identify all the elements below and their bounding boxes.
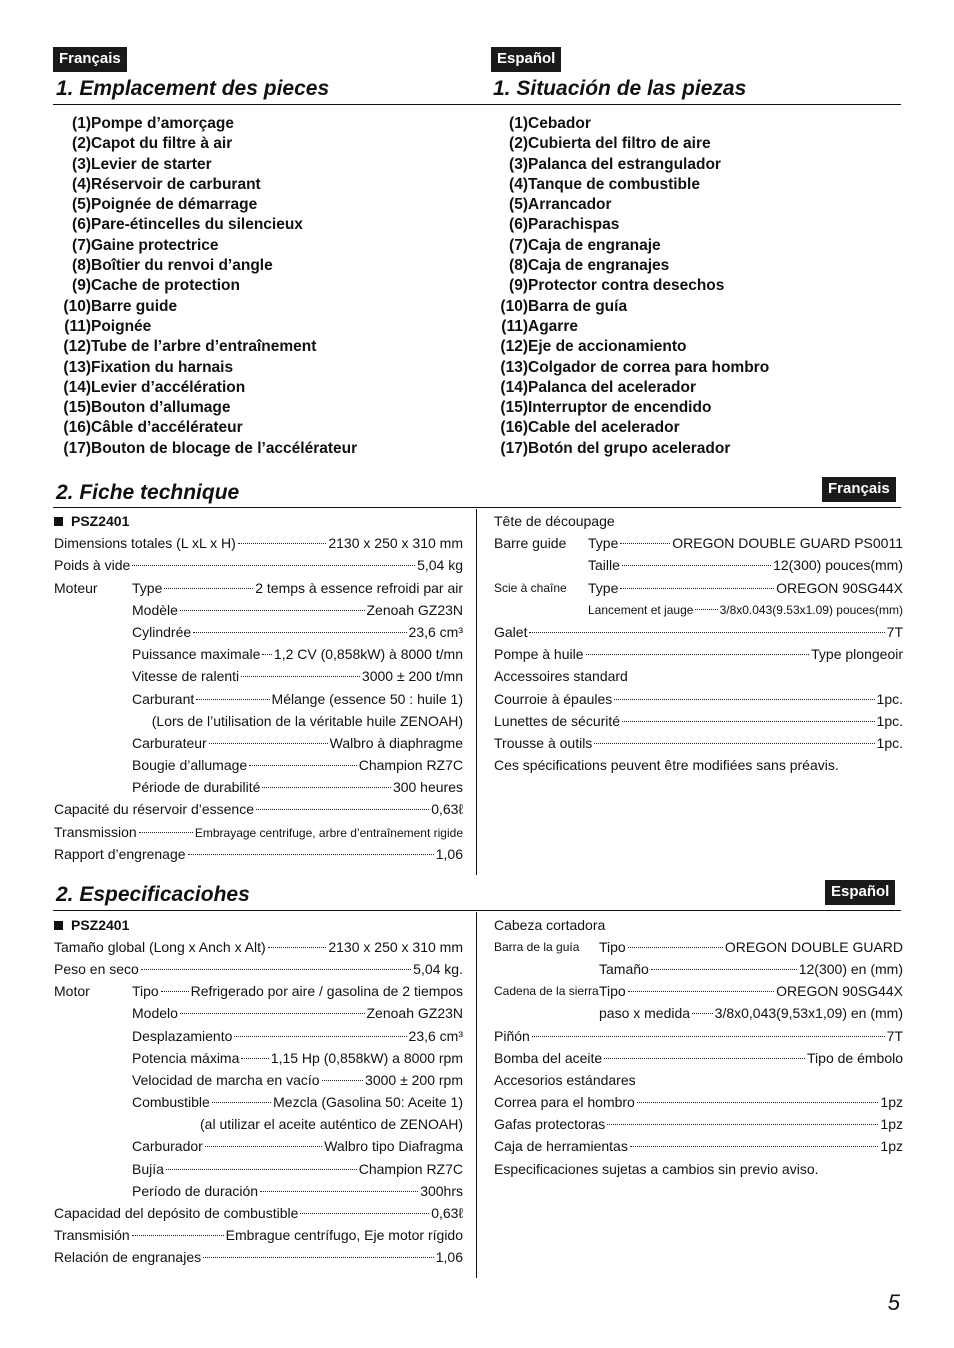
lang-tag-fr-2: Français bbox=[822, 477, 896, 502]
label: Bomba del aceite bbox=[494, 1050, 603, 1066]
part-item bbox=[55, 256, 475, 276]
part-number: (17) bbox=[63, 439, 91, 457]
value: 300 heures bbox=[392, 779, 463, 795]
part-name: Réservoir de carburant bbox=[91, 175, 261, 193]
part-item bbox=[55, 439, 475, 459]
value: OREGON 90SG44X bbox=[776, 580, 903, 596]
section1-title-es: 1. Situación de las piezas bbox=[493, 77, 747, 100]
part-name: Colgador de correa para hombro bbox=[528, 358, 770, 376]
part-number: (16) bbox=[63, 419, 91, 437]
part-number: (15) bbox=[500, 399, 528, 417]
label: Carburador bbox=[132, 1138, 203, 1154]
part-name: Cable del acelerador bbox=[528, 419, 680, 437]
label: Tête de découpage bbox=[494, 513, 615, 529]
part-item bbox=[55, 175, 475, 195]
lang-tag-es-2: Español bbox=[825, 880, 895, 905]
value: 300hrs bbox=[420, 1183, 463, 1199]
part-number: (14) bbox=[63, 378, 91, 396]
part-name: Palanca del acelerador bbox=[528, 378, 697, 396]
value: 7T bbox=[886, 624, 903, 640]
label: Cabeza cortadora bbox=[494, 917, 606, 933]
value: Champion RZ7C bbox=[358, 757, 463, 773]
part-item bbox=[492, 439, 912, 459]
label: Période de durabilité bbox=[132, 779, 261, 795]
label: Tipo bbox=[132, 983, 159, 999]
label: Correa para el hombro bbox=[494, 1094, 635, 1110]
value: 3000 ± 200 rpm bbox=[365, 1072, 463, 1088]
part-number: (13) bbox=[63, 358, 91, 376]
value: 3/8x0,043(9,53x1,09) en (mm) bbox=[714, 1005, 903, 1021]
part-name: Bouton d’allumage bbox=[91, 399, 231, 417]
part-item bbox=[55, 337, 475, 357]
part-item bbox=[492, 114, 912, 134]
part-item bbox=[492, 378, 912, 398]
label: Type bbox=[132, 580, 163, 596]
part-number: (1) bbox=[72, 115, 91, 132]
part-item bbox=[55, 418, 475, 438]
value: OREGON DOUBLE GUARD bbox=[724, 939, 903, 955]
part-number: (8) bbox=[72, 257, 91, 275]
part-name: Câble d’accélérateur bbox=[91, 419, 243, 437]
value: 3/8x0.043(9.53x1.09) pouces(mm) bbox=[719, 603, 903, 617]
label: Peso en seco bbox=[54, 961, 139, 977]
part-item bbox=[492, 418, 912, 438]
part-name: Agarre bbox=[528, 317, 578, 335]
label: Tipo bbox=[599, 939, 626, 955]
part-number: (5) bbox=[72, 196, 91, 214]
part-name: Tanque de combustible bbox=[528, 175, 700, 193]
part-number: (1) bbox=[509, 115, 528, 132]
part-number: (11) bbox=[64, 317, 91, 335]
spec-note: Ces spécifications peuvent être modifiées sans préavis. bbox=[494, 757, 839, 773]
model-fr: PSZ2401 bbox=[71, 513, 130, 529]
label: Velocidad de marcha en vacío bbox=[132, 1072, 320, 1088]
label: Tamaño bbox=[599, 961, 649, 977]
label: Motor bbox=[54, 983, 90, 999]
value: Tipo de émbolo bbox=[807, 1050, 903, 1066]
part-item bbox=[55, 114, 475, 134]
part-name: Caja de engranaje bbox=[528, 236, 661, 254]
part-item bbox=[492, 175, 912, 195]
part-number: (6) bbox=[509, 216, 528, 234]
value: 1pz bbox=[880, 1116, 903, 1132]
part-number: (7) bbox=[509, 236, 528, 254]
value: 5,04 kg. bbox=[413, 961, 463, 977]
part-name: Bouton de blocage de l’accélérateur bbox=[91, 439, 358, 457]
label: Capacité du réservoir d’essence bbox=[54, 801, 254, 817]
value: Walbro à diaphragme bbox=[329, 735, 463, 751]
label: Cadena de la sierra bbox=[494, 984, 599, 998]
label: Rapport d’engrenage bbox=[54, 846, 186, 862]
part-item bbox=[55, 134, 475, 154]
value: 2 temps à essence refroidi par air bbox=[255, 580, 463, 596]
label: Dimensions totales (L xL x H) bbox=[54, 535, 236, 551]
part-name: Capot du filtre à air bbox=[91, 135, 233, 153]
value: 0,63ℓ bbox=[431, 801, 463, 817]
part-item bbox=[55, 155, 475, 175]
section1-title-fr: 1. Emplacement des pieces bbox=[56, 77, 330, 100]
part-name: Barre guide bbox=[91, 297, 178, 315]
part-number: (5) bbox=[509, 196, 528, 214]
part-number: (9) bbox=[72, 277, 91, 295]
part-name: Levier de starter bbox=[91, 155, 212, 173]
value: 1,15 Hp (0,858kW) a 8000 rpm bbox=[270, 1050, 463, 1066]
value: 23,6 cm³ bbox=[408, 624, 463, 640]
value: 2130 x 250 x 310 mm bbox=[328, 939, 463, 955]
value: 1,2 CV (0,858kW) à 8000 t/mn bbox=[273, 646, 463, 662]
page-number: 5 bbox=[887, 1290, 900, 1315]
bullet-square-icon bbox=[54, 921, 63, 930]
label: Transmission bbox=[54, 824, 137, 840]
part-item bbox=[492, 337, 912, 357]
part-name: Cebador bbox=[528, 115, 591, 132]
part-name: Gaine protectrice bbox=[91, 236, 219, 254]
part-number: (12) bbox=[63, 338, 91, 356]
value: (Lors de l’utilisation de la véritable huile ZENOAH) bbox=[151, 713, 463, 729]
part-item bbox=[55, 317, 475, 337]
label: Lancement et jauge bbox=[588, 603, 694, 617]
label: Modelo bbox=[132, 1005, 178, 1021]
parts-list-es bbox=[492, 114, 912, 459]
value: (al utilizar el aceite auténtico de ZENOAH) bbox=[200, 1116, 463, 1132]
part-number: (6) bbox=[72, 216, 91, 234]
part-name: Arrancador bbox=[528, 196, 612, 214]
part-item bbox=[492, 358, 912, 378]
label: Carburant bbox=[132, 691, 195, 707]
label: Pompe à huile bbox=[494, 646, 584, 662]
part-item bbox=[55, 215, 475, 235]
part-item bbox=[492, 155, 912, 175]
label: Tamaño global (Long x Anch x Alt) bbox=[54, 939, 266, 955]
label: Período de duración bbox=[132, 1183, 259, 1199]
value: 7T bbox=[886, 1028, 903, 1044]
column-divider-es bbox=[476, 912, 477, 1278]
label: Trousse à outils bbox=[494, 735, 593, 751]
part-number: (13) bbox=[500, 358, 528, 376]
part-item bbox=[492, 134, 912, 154]
label: Combustible bbox=[132, 1094, 210, 1110]
part-item bbox=[492, 256, 912, 276]
lang-tag-fr: Français bbox=[53, 47, 127, 72]
part-number: (7) bbox=[72, 236, 91, 254]
label: Taille bbox=[588, 557, 620, 573]
part-number: (4) bbox=[72, 175, 91, 193]
lang-tag-es: Español bbox=[491, 47, 561, 72]
label: Tipo bbox=[599, 983, 626, 999]
value: 23,6 cm³ bbox=[408, 1028, 463, 1044]
part-number: (16) bbox=[500, 419, 528, 437]
value: Champion RZ7C bbox=[358, 1161, 463, 1177]
part-name: Tube de l’arbre d’entraînement bbox=[91, 338, 317, 356]
label: Puissance maximale bbox=[132, 646, 261, 662]
part-name: Interruptor de encendido bbox=[528, 399, 712, 417]
label: Vitesse de ralenti bbox=[132, 668, 240, 684]
label: Desplazamiento bbox=[132, 1028, 233, 1044]
section2-rule-fr bbox=[53, 507, 901, 508]
label: Cylindrée bbox=[132, 624, 192, 640]
part-number: (10) bbox=[500, 297, 528, 315]
part-number: (15) bbox=[63, 399, 91, 417]
part-name: Pompe d’amorçage bbox=[91, 115, 234, 132]
part-item bbox=[55, 398, 475, 418]
part-item bbox=[492, 398, 912, 418]
value: 3000 ± 200 t/mn bbox=[361, 668, 463, 684]
value: Mélange (essence 50 : huile 1) bbox=[271, 691, 463, 707]
label: Galet bbox=[494, 624, 528, 640]
value: Type plongeoir bbox=[811, 646, 903, 662]
label: Gafas protectoras bbox=[494, 1116, 606, 1132]
part-name: Fixation du harnais bbox=[91, 358, 234, 376]
label: Capacidad del depósito de combustible bbox=[54, 1205, 299, 1221]
part-item bbox=[55, 276, 475, 296]
label: Lunettes de sécurité bbox=[494, 713, 621, 729]
value: 1pc. bbox=[876, 691, 903, 707]
bullet-square-icon bbox=[54, 517, 63, 526]
part-name: Pare-étincelles du silencieux bbox=[91, 216, 303, 234]
value: 1pz bbox=[880, 1138, 903, 1154]
part-number: (3) bbox=[509, 155, 528, 173]
label: Relación de engranajes bbox=[54, 1249, 202, 1265]
value: OREGON 90SG44X bbox=[776, 983, 903, 999]
part-item bbox=[492, 195, 912, 215]
value: Embrayage centrifuge, arbre d’entraînement rigide bbox=[194, 826, 463, 840]
label: Caja de herramientas bbox=[494, 1138, 628, 1154]
column-divider-fr bbox=[476, 509, 477, 875]
part-number: (12) bbox=[500, 338, 528, 356]
part-item bbox=[492, 317, 912, 337]
value: Walbro tipo Diafragma bbox=[324, 1138, 463, 1154]
part-name: Botón del grupo acelerador bbox=[528, 439, 731, 457]
value: 1pc. bbox=[876, 713, 903, 729]
part-number: (2) bbox=[72, 135, 91, 153]
section1-rule bbox=[53, 104, 901, 105]
part-name: Protector contra desechos bbox=[528, 277, 725, 295]
value: 5,04 kg bbox=[417, 557, 463, 573]
part-number: (14) bbox=[500, 378, 528, 396]
section2-title-fr: 2. Fiche technique bbox=[56, 481, 240, 504]
section2-rule-es bbox=[53, 910, 901, 911]
value: 0,63ℓ bbox=[431, 1205, 463, 1221]
part-item bbox=[492, 297, 912, 317]
label: Accessoires standard bbox=[494, 668, 628, 684]
value: Zenoah GZ23N bbox=[366, 602, 463, 618]
value: 1,06 bbox=[435, 1249, 463, 1265]
label: Bujía bbox=[132, 1161, 164, 1177]
part-item bbox=[492, 276, 912, 296]
label: Scie à chaîne bbox=[494, 581, 567, 595]
label: Poids à vide bbox=[54, 557, 131, 573]
label: Barra de la guía bbox=[494, 940, 580, 954]
part-name: Boîtier du renvoi d’angle bbox=[91, 257, 273, 275]
part-number: (9) bbox=[509, 277, 528, 295]
value: 1pc. bbox=[876, 735, 903, 751]
label: Potencia máxima bbox=[132, 1050, 240, 1066]
part-name: Poignée bbox=[91, 317, 152, 335]
label: Piñón bbox=[494, 1028, 530, 1044]
parts-list-fr bbox=[55, 114, 475, 459]
label: Accesorios estándares bbox=[494, 1072, 636, 1088]
part-item bbox=[492, 236, 912, 256]
part-number: (11) bbox=[501, 317, 528, 335]
part-item bbox=[492, 215, 912, 235]
value: Zenoah GZ23N bbox=[366, 1005, 463, 1021]
value: Embrague centrífugo, Eje motor rígido bbox=[225, 1227, 463, 1243]
part-name: Barra de guía bbox=[528, 297, 628, 315]
part-item bbox=[55, 236, 475, 256]
part-name: Palanca del estrangulador bbox=[528, 155, 721, 173]
part-number: (3) bbox=[72, 155, 91, 173]
value: Mezcla (Gasolina 50: Aceite 1) bbox=[273, 1094, 463, 1110]
part-item bbox=[55, 195, 475, 215]
label: Moteur bbox=[54, 580, 98, 596]
label: Courroie à épaules bbox=[494, 691, 613, 707]
part-item bbox=[55, 378, 475, 398]
part-name: Levier d’accélération bbox=[91, 378, 246, 396]
label: paso x medida bbox=[599, 1005, 691, 1021]
value: OREGON DOUBLE GUARD PS0011 bbox=[672, 535, 903, 551]
value: 1pz bbox=[880, 1094, 903, 1110]
value: 12(300) en (mm) bbox=[798, 961, 903, 977]
part-name: Poignée de démarrage bbox=[91, 196, 258, 214]
value: 2130 x 250 x 310 mm bbox=[328, 535, 463, 551]
part-number: (4) bbox=[509, 175, 528, 193]
spec-note: Especificaciones sujetas a cambios sin previo aviso. bbox=[494, 1161, 819, 1177]
part-number: (17) bbox=[500, 439, 528, 457]
label: Type bbox=[588, 580, 619, 596]
part-item bbox=[55, 358, 475, 378]
model-es: PSZ2401 bbox=[71, 917, 130, 933]
part-name: Cubierta del filtro de aire bbox=[528, 135, 711, 153]
part-name: Parachispas bbox=[528, 216, 620, 234]
label: Bougie d’allumage bbox=[132, 757, 248, 773]
value: 12(300) pouces(mm) bbox=[773, 557, 903, 573]
label: Carburateur bbox=[132, 735, 207, 751]
part-item bbox=[55, 297, 475, 317]
label: Transmisión bbox=[54, 1227, 130, 1243]
label: Barre guide bbox=[494, 535, 567, 551]
label: Modèle bbox=[132, 602, 178, 618]
value: Refrigerado por aire / gasolina de 2 tiempos bbox=[190, 983, 463, 999]
section2-title-es: 2. Especificaciohes bbox=[56, 883, 250, 906]
part-number: (2) bbox=[509, 135, 528, 153]
part-number: (8) bbox=[509, 257, 528, 275]
label: Type bbox=[588, 535, 619, 551]
part-name: Eje de accionamiento bbox=[528, 338, 687, 356]
part-name: Caja de engranajes bbox=[528, 257, 670, 275]
part-name: Cache de protection bbox=[91, 277, 240, 295]
part-number: (10) bbox=[63, 297, 91, 315]
value: 1,06 bbox=[435, 846, 463, 862]
